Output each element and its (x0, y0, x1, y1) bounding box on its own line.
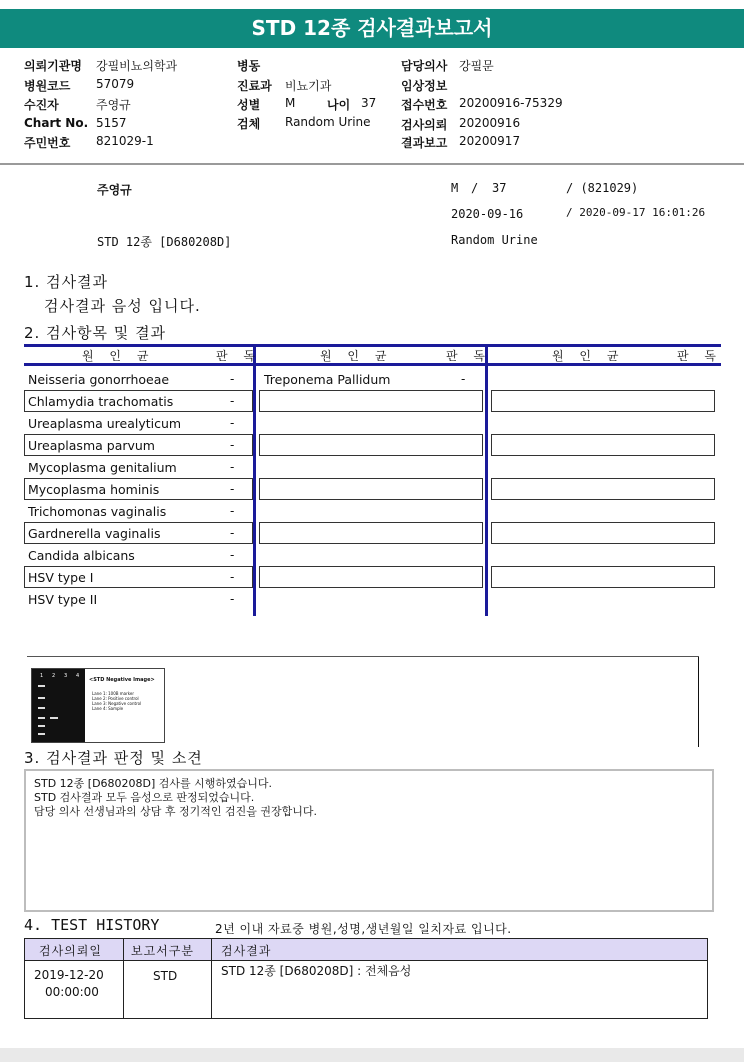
history-header-date: 검사의뢰일 (39, 944, 102, 958)
history-header-result: 검사결과 (221, 944, 272, 958)
gel-band (38, 733, 45, 735)
header-value: 강필비뇨의학과 (96, 59, 178, 73)
header-label: Chart No. (24, 116, 89, 130)
gel-band (38, 725, 45, 727)
row-box (259, 522, 483, 544)
organism-result: - (230, 592, 235, 606)
report-datetime: / 2020-09-17 16:01:26 (566, 206, 706, 219)
organism-name: Trichomonas vaginalis (28, 504, 167, 519)
header-label: 성별 (237, 98, 261, 112)
row-box (259, 566, 483, 588)
header-value: 57079 (96, 77, 135, 91)
header-label: 수진자 (24, 98, 59, 112)
gel-band (38, 685, 45, 687)
col-header-verdict: 판 독 (677, 349, 722, 363)
organism-name: Ureaplasma urealyticum (28, 416, 182, 431)
organism-name: HSV type II (28, 592, 98, 607)
gel-lanes (32, 669, 85, 742)
organism-name: Chlamydia trachomatis (28, 394, 174, 409)
gel-caption: <STD Negative Image> (89, 677, 155, 683)
header-label: 결과보고 (401, 136, 448, 150)
patient-name: 주영규 (97, 183, 132, 197)
section-2-title: 2. 검사항목 및 결과 (24, 324, 167, 342)
organism-result: - (230, 570, 235, 584)
frame-edge (698, 657, 699, 747)
section-4-title: 4. TEST HISTORY (24, 916, 160, 934)
header-label: 병원코드 (24, 79, 71, 93)
gel-legend-item: Lane 3: Negative control (92, 701, 142, 706)
row-box (491, 478, 715, 500)
specimen: Random Urine (451, 233, 538, 247)
header-value: M (285, 96, 296, 110)
gel-legend-item: Lane 1: 100B marker (92, 691, 135, 696)
organism-result: - (230, 504, 235, 518)
gel-band (38, 697, 45, 699)
history-header-type: 보고서구분 (131, 944, 194, 958)
history-note: 2년 이내 자료중 병원,성명,생년월일 일치자료 입니다. (215, 922, 512, 936)
header-label: 담당의사 (401, 59, 448, 73)
result-summary: 검사결과 음성 입니다. (44, 297, 201, 315)
lane-label: 2 (52, 673, 56, 679)
organism-name: Mycoplasma genitalium (28, 460, 177, 475)
history-type: STD (153, 969, 178, 983)
section-1-title: 1. 검사결과 (24, 273, 109, 291)
opinion-line: STD 검사결과 모두 음성으로 판정되었습니다. (34, 791, 255, 804)
history-col-divider (211, 939, 212, 1018)
organism-result: - (230, 416, 235, 430)
col-header-organism: 원 인 균 (82, 349, 155, 363)
header-label: 의뢰기관명 (24, 59, 82, 73)
history-result: STD 12종 [D680208D] : 전체음성 (221, 964, 412, 978)
request-date: 2020-09-16 (451, 207, 524, 221)
header-value: 821029-1 (96, 134, 154, 148)
gel-band (38, 717, 45, 719)
organism-result: - (230, 460, 235, 474)
header-label: 병동 (237, 59, 261, 73)
results-table (24, 344, 721, 616)
organism-result: - (230, 548, 235, 562)
row-box (491, 566, 715, 588)
gel-image (31, 668, 165, 743)
row-box (491, 522, 715, 544)
age-value: 37 (361, 96, 377, 110)
header-value: 강필문 (459, 59, 494, 73)
organism-name: Gardnerella vaginalis (28, 526, 161, 541)
row-box (259, 478, 483, 500)
col-header-verdict: 판 독 (216, 349, 261, 363)
gel-band (38, 707, 45, 709)
header-value: 20200916 (459, 116, 521, 130)
header-value: 5157 (96, 116, 127, 130)
age-label: 나이 (327, 98, 351, 112)
test-name: STD 12종 [D680208D] (97, 235, 232, 249)
organism-result: - (230, 482, 235, 496)
lane-label: 3 (64, 673, 68, 679)
patient-slash: / (471, 181, 479, 195)
opinion-line: STD 12종 [D680208D] 검사를 시행하였습니다. (34, 777, 273, 790)
gel-image-frame (27, 656, 699, 746)
patient-id-part: / (821029) (566, 181, 639, 195)
report-title: STD 12종 검사결과보고서 (0, 9, 744, 48)
organism-result: - (230, 438, 235, 452)
lane-label: 1 (40, 673, 44, 679)
col-header-organism: 원 인 균 (552, 349, 625, 363)
section-3-title: 3. 검사결과 판정 및 소견 (24, 749, 203, 767)
organism-name: Ureaplasma parvum (28, 438, 155, 453)
lane-label: 4 (76, 673, 80, 679)
organism-name: Neisseria gonorrhoeae (28, 372, 170, 387)
header-value: 비뇨기과 (285, 79, 332, 93)
gel-legend-item: Lane 4: Sample (92, 706, 124, 711)
organism-result: - (230, 372, 235, 386)
history-col-divider (123, 939, 124, 1018)
history-table (24, 938, 708, 1019)
column-divider (253, 344, 256, 616)
header-value: 20200917 (459, 134, 521, 148)
history-time: 00:00:00 (45, 985, 99, 999)
gel-legend-item: Lane 2: Positive control (92, 696, 139, 701)
gel-band (50, 717, 58, 719)
organism-name: HSV type I (28, 570, 94, 585)
organism-name: Mycoplasma hominis (28, 482, 160, 497)
history-header-row (25, 939, 707, 961)
row-box (259, 434, 483, 456)
row-box (491, 390, 715, 412)
row-box (491, 434, 715, 456)
header-label: 검사의뢰 (401, 118, 448, 132)
opinion-box (24, 769, 714, 912)
header-label: 검체 (237, 117, 261, 131)
col-header-verdict: 판 독 (446, 349, 491, 363)
header-divider (0, 163, 744, 165)
history-date: 2019-12-20 (34, 968, 104, 982)
column-divider (485, 344, 488, 616)
row-box (259, 390, 483, 412)
header-label: 주민번호 (24, 136, 71, 150)
organism-name: Treponema Pallidum (264, 372, 391, 387)
organism-result: - (230, 526, 235, 540)
header-label: 임상정보 (401, 79, 448, 93)
organism-name: Candida albicans (28, 548, 135, 563)
header-value: Random Urine (285, 115, 371, 129)
header-value: 20200916-75329 (459, 96, 563, 110)
patient-sex: M (451, 181, 459, 195)
patient-age: 37 (492, 181, 507, 195)
organism-result: - (230, 394, 235, 408)
organism-result: - (461, 372, 466, 386)
header-label: 진료과 (237, 79, 272, 93)
opinion-line: 담당 의사 선생님과의 상담 후 정기적인 검진을 권장합니다. (34, 805, 317, 818)
col-header-organism: 원 인 균 (320, 349, 393, 363)
header-label: 접수번호 (401, 98, 448, 112)
header-value: 주영규 (96, 98, 131, 112)
